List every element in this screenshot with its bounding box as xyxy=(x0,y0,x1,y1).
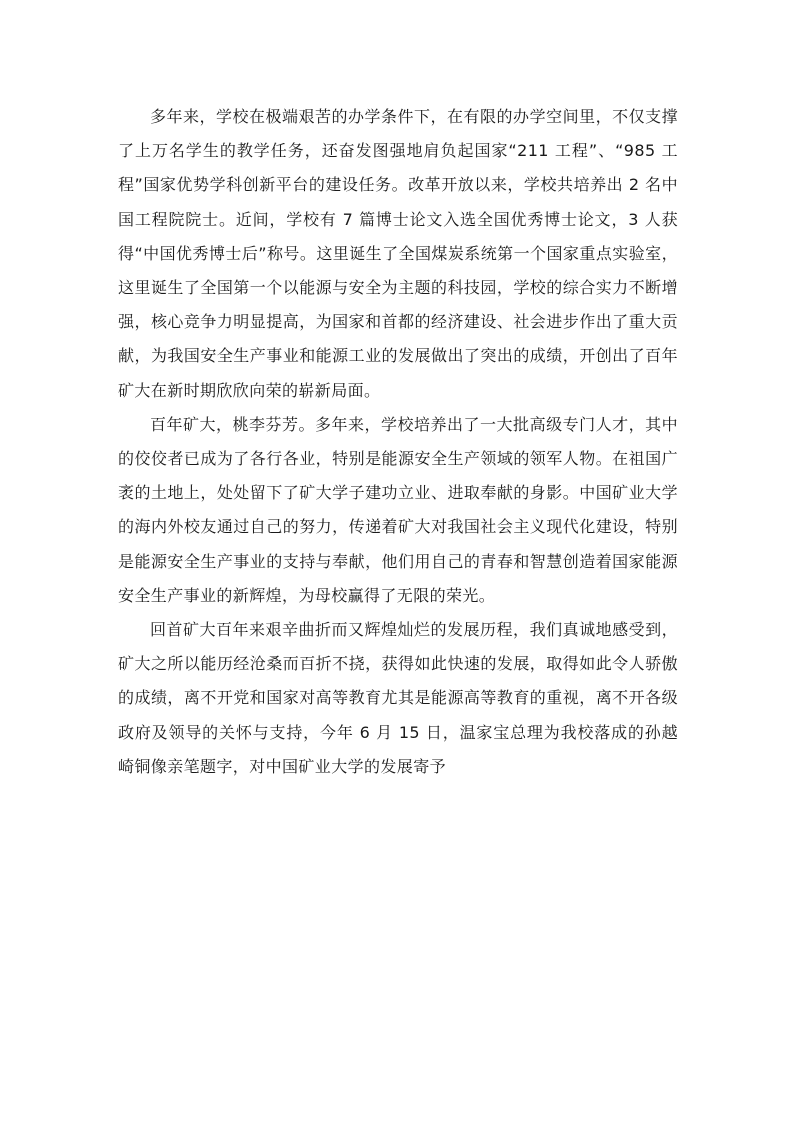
paragraph-3: 回首矿大百年来艰辛曲折而又辉煌灿烂的发展历程，我们真诚地感受到，矿大之所以能历经沧桑而百折不挠，获得如此快速的发展，取得如此令人骄傲的成绩，离不开党和国家对高等教育尤其是能源高等教育的重视，离不开各级政府及领导的关怀与支持，今年 6 月 15 日，温家宝总理为我校落成的孙越崎铜像亲笔题字，对中国矿业大学的发展寄予 xyxy=(118,620,678,776)
paragraph-1: 多年来，学校在极端艰苦的办学条件下，在有限的办学空间里，不仅支撑了上万名学生的教学任务，还奋发图强地肩负起国家“211 工程”、“985 工程”国家优势学科创新平台的建设任务。改革开放以来，学校共培养出 2 名中国工程院院士。近间，学校有 7 篇博士论文入选全国优秀博士论文，3 人获得“中国优秀博士后”称号。这里诞生了全国煤炭系统第一个国家重点实验室，这里诞生了全国第一个以能源与安全为主题的科技园，学校的综合实力不断增强，核心竞争力明显提高，为国家和首都的经济建设、社会进步作出了重大贡献，为我国安全生产事业和能源工业的发展做出了突出的成绩，开创出了百年矿大在新时期欣欣向荣的崭新局面。 xyxy=(118,107,678,400)
paragraph-2: 百年矿大，桃李芬芳。多年来，学校培养出了一大批高级专门人才，其中的佼佼者已成为了各行各业，特别是能源安全生产领域的领军人物。在祖国广袤的土地上，处处留下了矿大学子建功立业、进取奉献的身影。中国矿业大学的海内外校友通过自己的努力，传递着矿大对我国社会主义现代化建设，特别是能源安全生产事业的支持与奉献，他们用自己的青春和智慧创造着国家能源安全生产事业的新辉煌，为母校赢得了无限的荣光。 xyxy=(118,414,678,605)
document-body xyxy=(118,100,678,784)
